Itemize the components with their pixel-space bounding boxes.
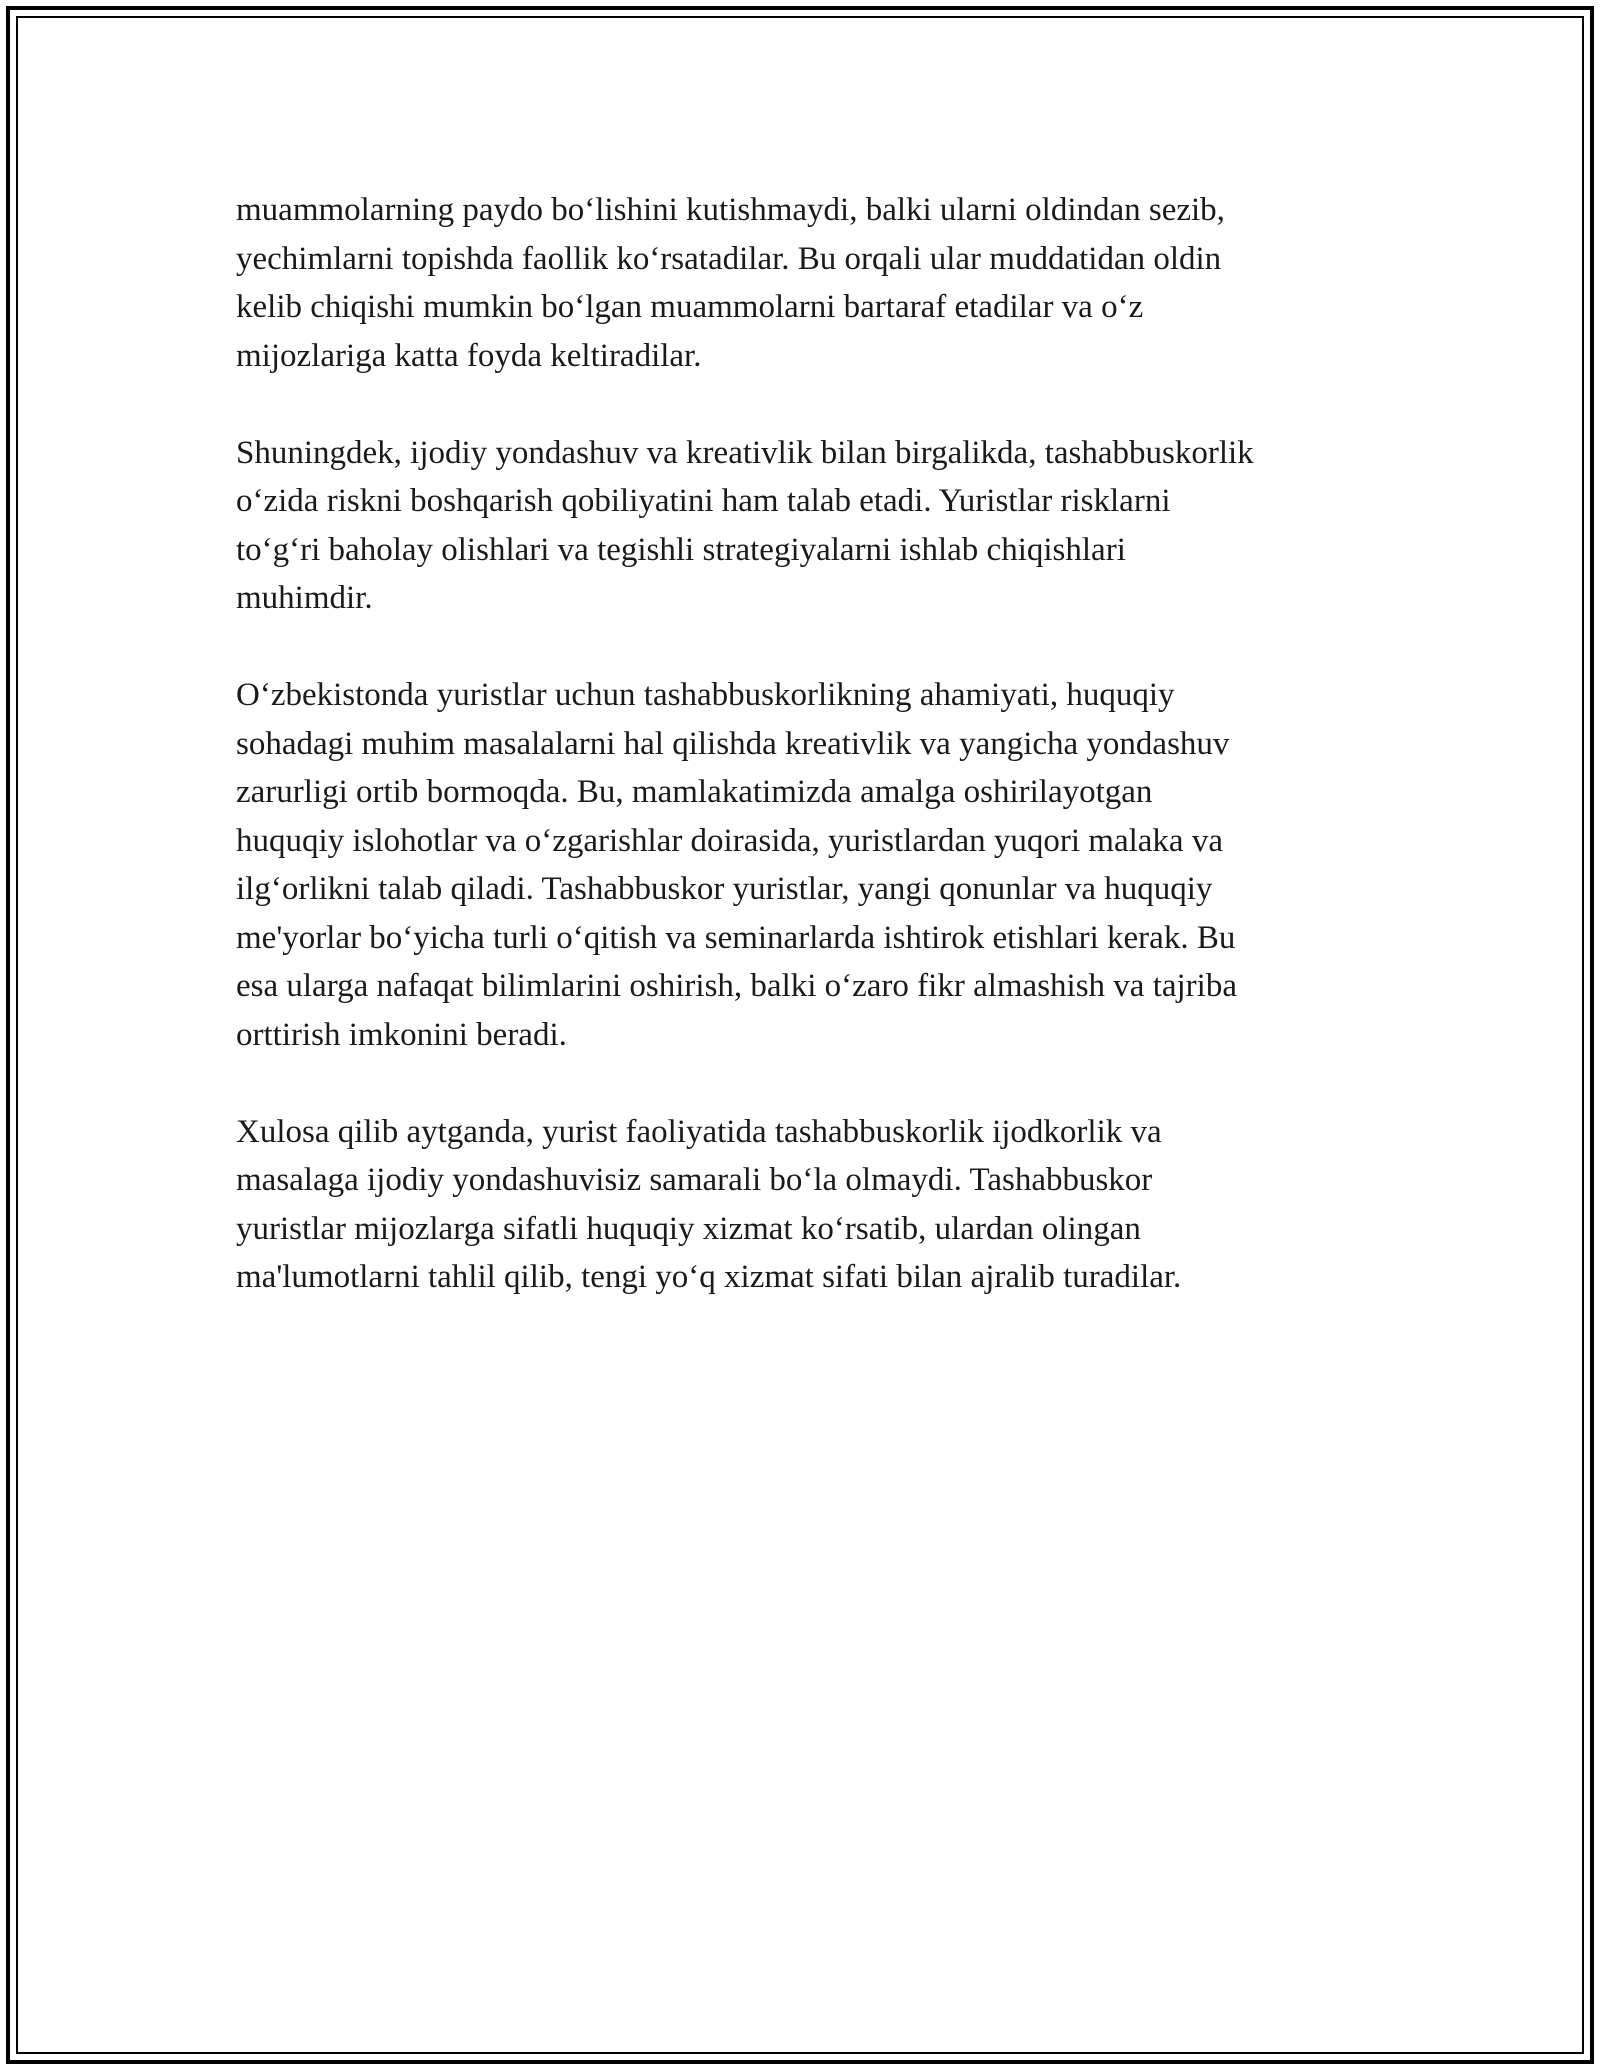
paragraph [236,429,1386,623]
text-line: zarurligi ortib bormoqda. Bu, mamlakatimizda amalga oshirilayotgan [236,774,1153,810]
text-line: huquqiy islohotlar va o‘zgarishlar doirasida, yuristlardan yuqori malaka va [236,822,1223,859]
paragraph [236,671,1386,1059]
text-line: sohadagi muhim masalalarni hal qilishda kreativlik va yangicha yondashuv [236,725,1230,762]
text-line: muhimdir. [236,580,373,616]
text-line: o‘zida riskni boshqarish qobiliyatini ham talab etadi. Yuristlar risklarni [236,483,1171,519]
text-line: me'yorlar bo‘yicha turli o‘qitish va seminarlarda ishtirok etishlari kerak. Bu [236,919,1236,956]
text-line: O‘zbekistonda yuristlar uchun tashabbuskorlikning ahamiyati, huquqiy [236,677,1175,713]
paragraph [236,186,1386,380]
text-line: esa ularga nafaqat bilimlarini oshirish, balki o‘zaro fikr almashish va tajriba [236,968,1237,1004]
text-line: yuristlar mijozlarga sifatli huquqiy xizmat ko‘rsatib, ulardan olingan [236,1210,1141,1247]
text-line: ilg‘orlikni talab qiladi. Tashabbuskor yuristlar, yangi qonunlar va huquqiy [236,871,1213,907]
paragraph [236,1108,1386,1302]
document-body [236,186,1386,1350]
text-line: masalaga ijodiy yondashuvisiz samarali bo‘la olmaydi. Tashabbuskor [236,1162,1153,1198]
text-line: kelib chiqishi mumkin bo‘lgan muammolarni bartaraf etadilar va o‘z [236,289,1144,325]
text-line: yechimlarni topishda faollik ko‘rsatadilar. Bu orqali ular muddatidan oldin [236,240,1222,277]
text-line: to‘g‘ri baholay olishlari va tegishli strategiyalarni ishlab chiqishlari [236,531,1126,568]
text-line: Xulosa qilib aytganda, yurist faoliyatida tashabbuskorlik ijodkorlik va [236,1113,1162,1150]
text-line: muammolarning paydo bo‘lishini kutishmaydi, balki ularni oldindan sezib, [236,192,1225,228]
text-line: orttirish imkonini beradi. [236,1016,567,1053]
text-line: ma'lumotlarni tahlil qilib, tengi yo‘q xizmat sifati bilan ajralib turadilar. [236,1259,1182,1295]
text-line: mijozlariga katta foyda keltiradilar. [236,337,702,374]
text-line: Shuningdek, ijodiy yondashuv va kreativlik bilan birgalikda, tashabbuskorlik [236,434,1254,471]
